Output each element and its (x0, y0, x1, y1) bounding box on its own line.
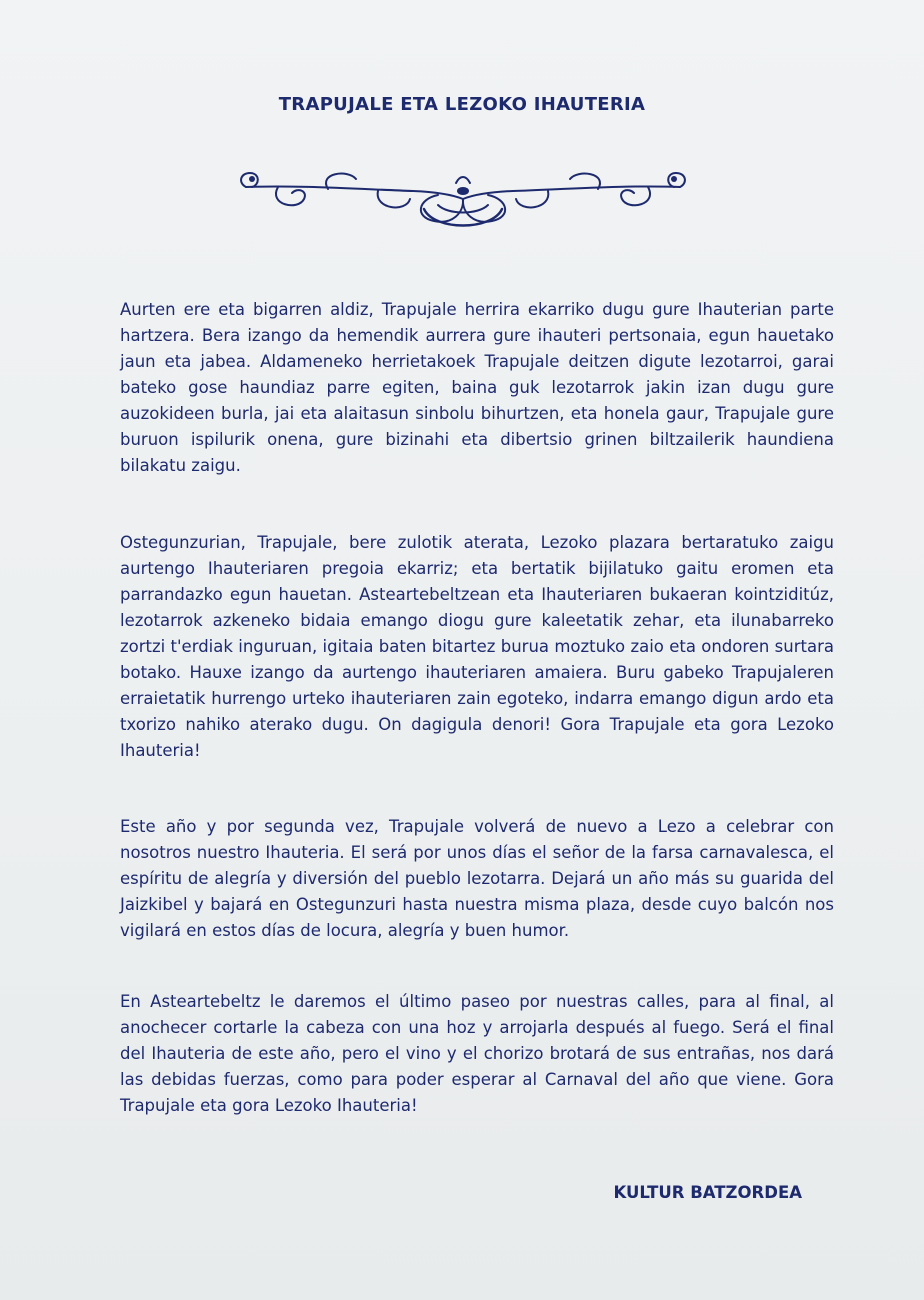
paragraph-basque-1: Aurten ere eta bigarren aldiz, Trapujale herrira ekarriko dugu gure Ihauterian parte hartzera. Bera izango da hemendik aurrera gure ihauteri pertsonaia, egun hauetako jaun eta jabea. Aldameneko herrietakoek Trapujale deitzen digute lezotarroi, garai bateko gose haundiaz parre egiten, baina guk lezotarrok jakin izan dugu gure auzokideen burla, jai eta alaitasun sinbolu bihurtzen, eta honela gaur, Trapujale gure buruon ispilurik onena, gure bizinahi eta dibertsio grinen biltzailerik haundiena bilakatu zaigu. (120, 300, 834, 475)
signature: KULTUR BATZORDEA (613, 1183, 802, 1202)
paragraph-spanish-2: En Asteartebeltz le daremos el último paseo por nuestras calles, para al final, al anochecer cortarle la cabeza con una hoz y arrojarla después al fuego. Será el final del Ihauteria de este año, pero el vino y el chorizo brotará de sus entrañas, nos dará las debidas fuerzas, como para poder esperar al Carnaval del año que viene. Gora Trapujale eta gora Lezoko Ihauteria! (120, 992, 834, 1115)
flourish-ornament-icon (238, 165, 688, 239)
paragraph-spanish-1: Este año y por segunda vez, Trapujale volverá de nuevo a Lezo a celebrar con nosotros nuestro Ihauteria. El será por unos días el señor de la farsa carnavalesca, el espíritu de alegría y diversión del pueblo lezotarra. Dejará un año más su guarida del Jaizkibel y bajará en Ostegunzuri hasta nuestra misma plaza, desde cuyo balcón nos vigilará en estos días de locura, alegría y buen humor. (120, 817, 834, 940)
paragraph-basque-2: Ostegunzurian, Trapujale, bere zulotik aterata, Lezoko plazara bertaratuko zaigu aurtengo Ihauteriaren pregoia ekarriz; eta bertatik bijilatuko gaitu eromen eta parrandazko egun hauetan. Asteartebeltzean eta Ihauteriaren bukaeran kointziditúz, lezotarrok azkeneko bidaia emango diogu gure kaleetatik zehar, eta ilunabarreko zortzi t'erdiak inguruan, igitaia baten bitartez burua moztuko zaio eta ondoren surtara botako. Hauxe izango da aurtengo ihauteriaren amaiera. Buru gabeko Trapujaleren erraietatik hurrengo urteko ihauteriaren zain egoteko, indarra emango digun ardo eta txorizo nahiko aterako dugu. On dagigula denori! Gora Trapujale eta gora Lezoko Ihauteria! (120, 533, 834, 760)
page-title: TRAPUJALE ETA LEZOKO IHAUTERIA (278, 94, 646, 115)
